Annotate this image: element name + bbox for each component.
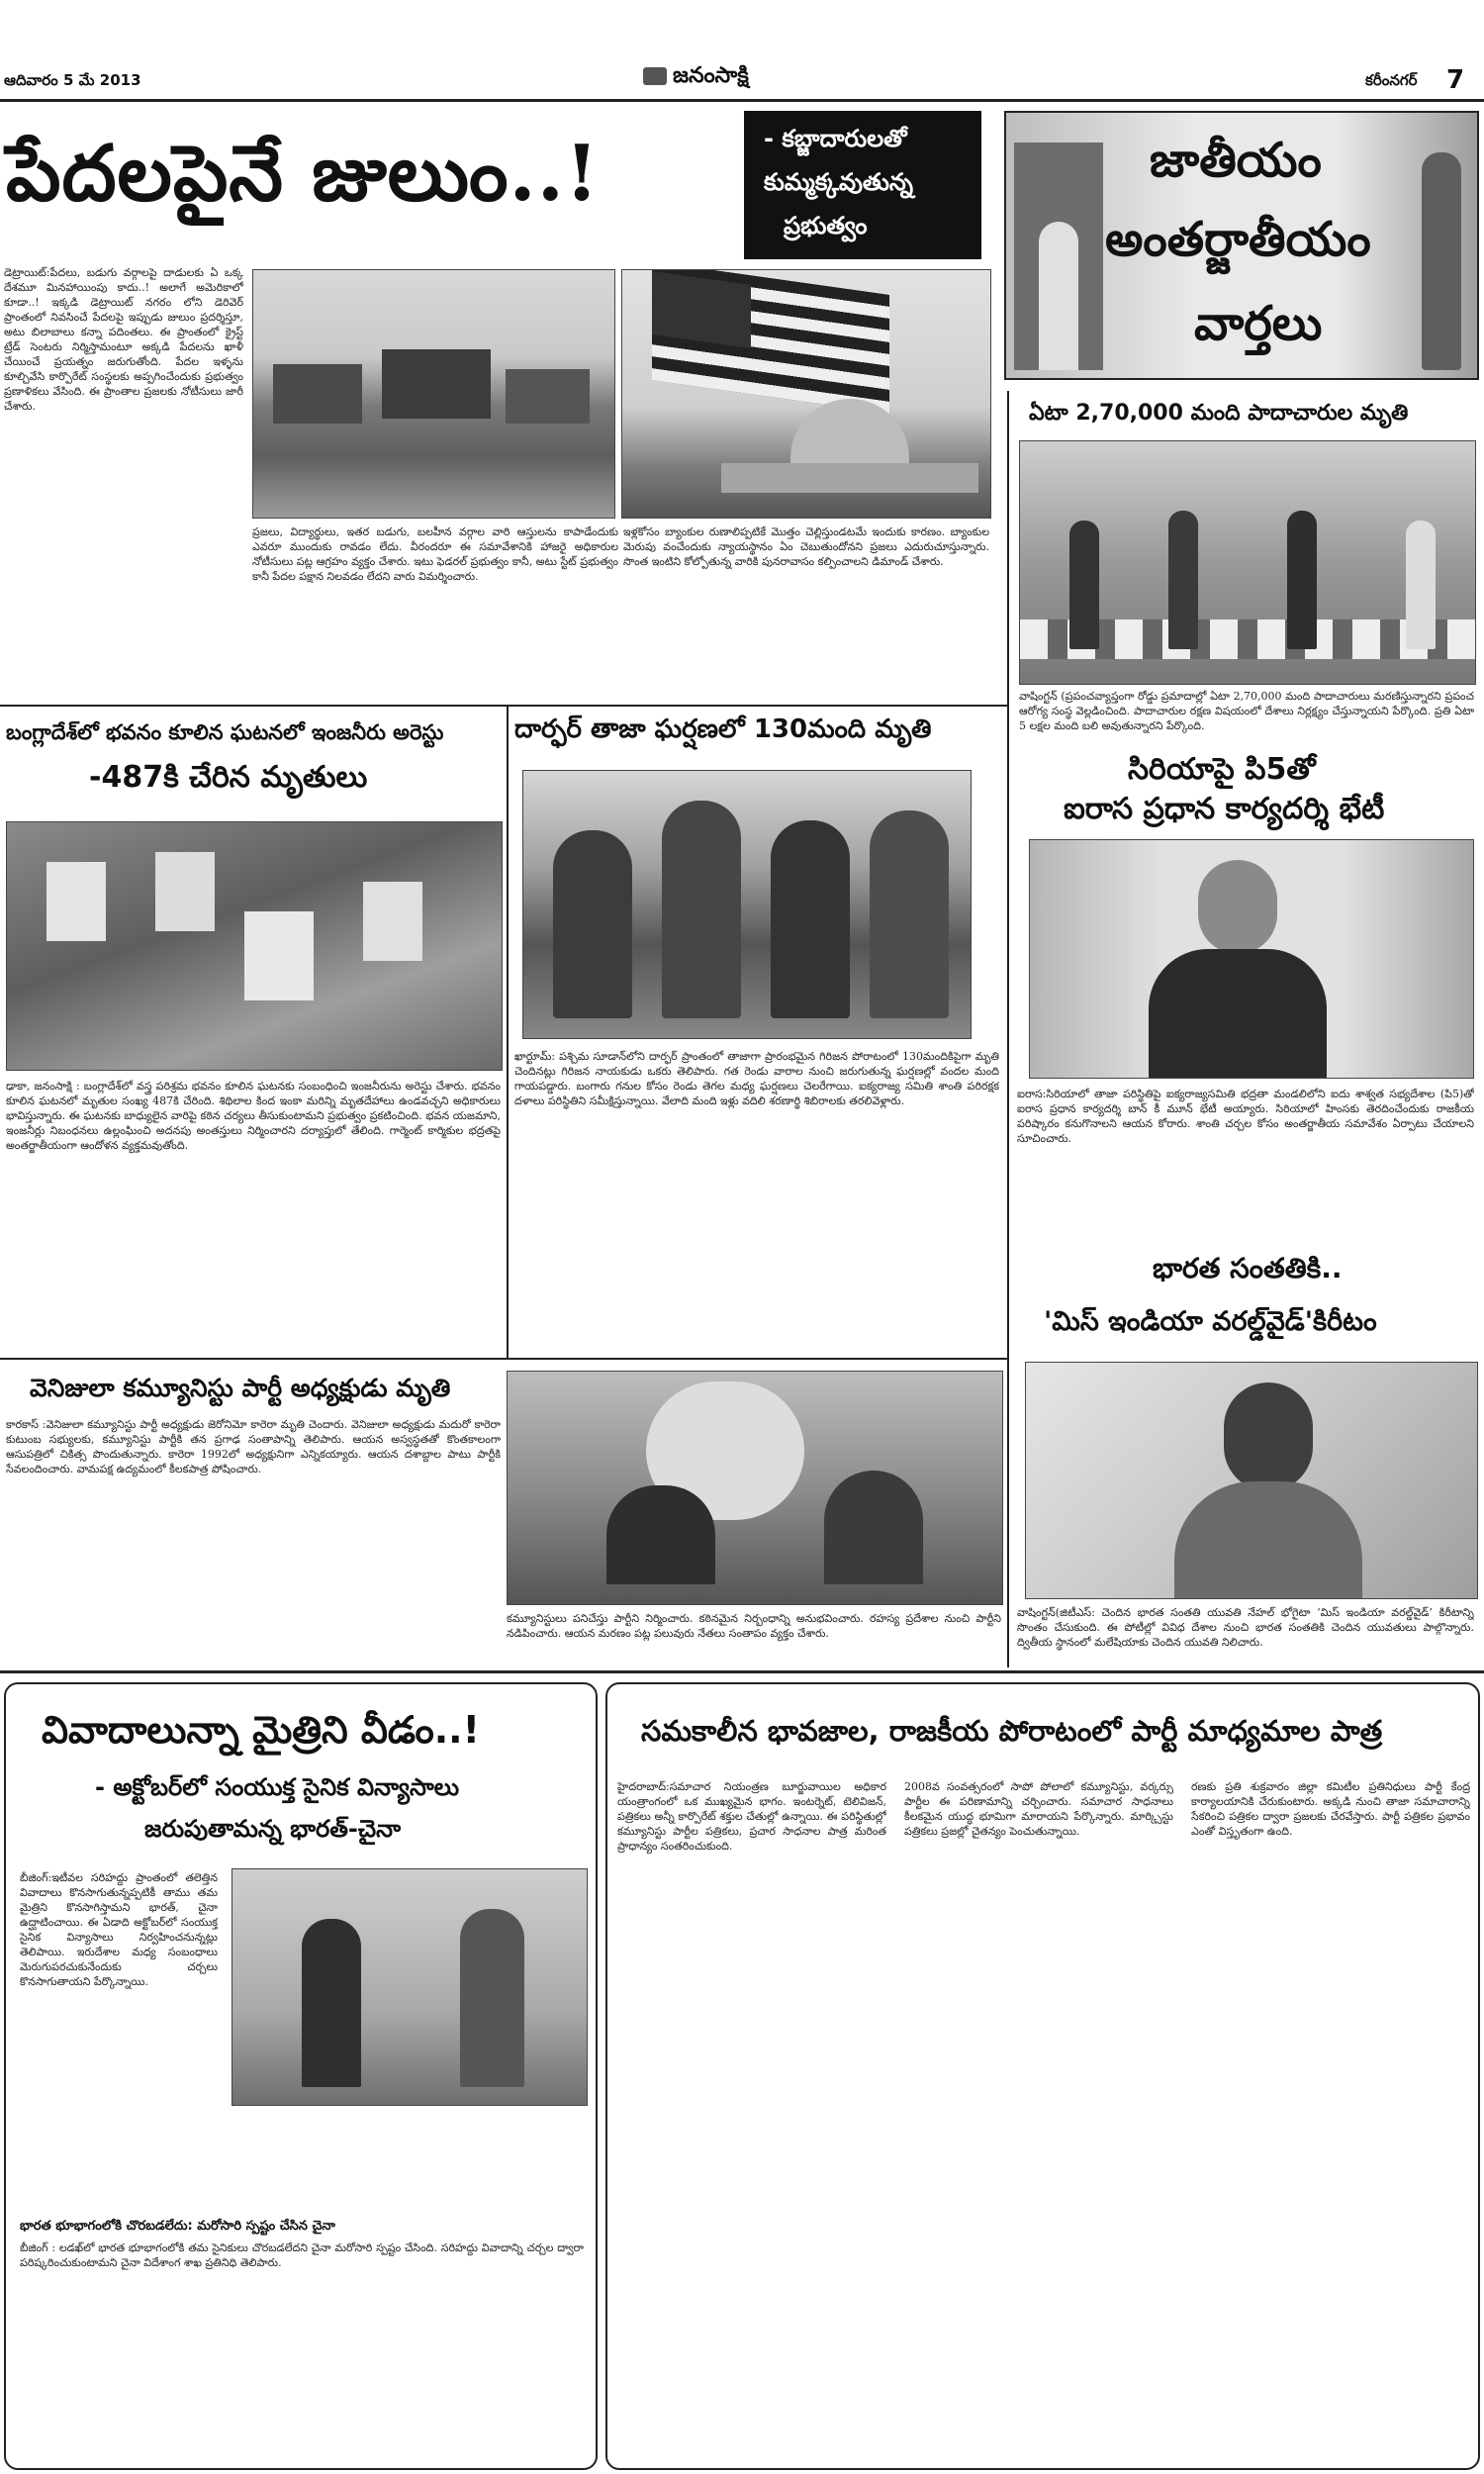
venezuela-body-2: కమ్యూనిస్టులు పనిచేస్తు పార్టీని నిర్మించారు. కఠినమైన నిర్బంధాన్ని అనుభవించారు. రహస్య ప్రదేశాల నుంచి పార్టీని నడిపించారు. ఆయన మరణం పట్ల పలువురు నేతలు సంతాపం వ్యక్తం చేశారు. xyxy=(507,1612,1001,1640)
venezuela-party-photo xyxy=(507,1371,1003,1605)
masthead-rule xyxy=(0,99,1484,102)
masthead-logo xyxy=(643,63,749,93)
banner-line-3: వార్తలు xyxy=(1194,296,1323,351)
india-china-story xyxy=(4,1682,598,2470)
partymedia-body-3: రణకు ప్రతి శుక్రవారం జిల్లా కమిటీల ప్రతినిధులు పార్టీ కేంద్ర కార్యాలయానికి చేరుకుంటారు. అక్కడి నుంచి తాజా సమాచారాన్ని సేకరించి పత్రికల ద్వారా ప్రజలకు చేరవేస్తారు. పార్టీ పత్రికల ప్రభావం ఎంతో విస్తృతంగా ఉంది. xyxy=(1191,1780,1470,1838)
pedestrian-headline: ఏటా 2,70,000 మంది పాదాచారుల మృతి xyxy=(1029,401,1409,426)
missindia-headline-1: భారత సంతతికి.. xyxy=(1153,1252,1343,1285)
indiachina-sub-1: - అక్టోబర్‌లో సంయుక్త సైనిక విన్యాసాలు xyxy=(95,1773,460,1801)
pedestrian-crossing-photo xyxy=(1019,440,1476,685)
capitol-dome xyxy=(790,399,909,468)
india-gate-icon xyxy=(1014,143,1103,370)
indiachina-body: బీజింగ్‌:ఇటీవల సరిహద్దు ప్రాంతంలో తలెత్తిన వివాదాలు కొనసాగుతున్నప్పటికీ తాము తమ మైత్రిని కొనసాగిస్తామని భారత్‌, చైనా ఉద్ఘాటించాయి. ఈ ఏడాది అక్టోబర్‌లో సంయుక్త సైనిక విన్యాసాలు నిర్వహించనున్నట్లు తెలిపాయి. ఇరుదేశాల మధ్య సంబంధాలు మెరుగుపరచుకునేందుకు చర్చలు కొనసాగుతాయని పేర్కొన్నాయి. xyxy=(20,1871,218,1988)
indiachina-sub-2: జరుపుతామన్న భారత్‌-చైనా xyxy=(144,1815,402,1843)
lead-headline: పేదలపైనే జులుం..! xyxy=(6,129,601,219)
china-box-body: బీజింగ్‌ : లడఖ్‌లో భారత భూభాగంలోకి తమ సైనికులు చొరబడలేదని చైనా మరోసారి స్పష్టం చేసింది. సరిహద్దు వివాదాన్ని చర్చల ద్వారా పరిష్కరించుకుంటామని చైనా విదేశాంగ శాఖ ప్రతినిధి తెలిపారు. xyxy=(20,2241,584,2269)
bangladesh-body: ఢాకా, జనంసాక్షి : బంగ్లాదేశ్‌లో వస్త్ర పరిశ్రమ భవనం కూలిన ఘటనకు సంబంధించి ఇంజనీరును అరెస్టు చేశారు. భవనం కూలిన ఘటనలో మృతుల సంఖ్య 487కి చేరింది. శిథిలాల కింద ఇంకా మరిన్ని మృతదేహాలు ఉండవచ్చని అధికారులు భావిస్తున్నారు. ఈ ఘటనకు బాధ్యులైన వారిపై కఠిన చర్యలు తీసుకుంటామని ప్రభుత్వం ప్రకటించింది. భవన యజమాని, ఇంజనీర్లు నిబంధనలు ఉల్లంఘించి అదనపు అంతస్తులు నిర్మించారని దర్యాప్తులో తేలింది. గార్మెంట్‌ కార్మికుల భద్రతపై అంతర్జాతీయంగా ఆందోళన వ్యక్తమవుతోంది. xyxy=(6,1080,501,1152)
lead-sub-1: - కబ్జాదారులతో xyxy=(764,125,907,152)
banner-line-1: జాతీయం xyxy=(1150,133,1322,188)
paper-name: జనంసాక్షి xyxy=(673,63,749,88)
rule-bottom-section xyxy=(0,1670,1484,1673)
bangladesh-protest-photo xyxy=(6,821,503,1071)
syria-headline-1: సిరియాపై పి5తో xyxy=(1128,752,1316,787)
border-soldiers-photo xyxy=(232,1868,588,2106)
partymedia-body-2: 2008వ సంవత్సరంలో సాపో పోలాలో కమ్యూనిస్టు, వర్కర్సు పార్టీల ఈ పరిణామాన్ని చర్చించారు. సమాచార సాధనాలు కీలకమైన యుద్ధ భూమిగా మారాయని పేర్కొన్నారు. మార్క్సిస్టు పత్రికలు ప్రజల్లో చైతన్యం పెంచుతున్నాయి. xyxy=(904,1780,1173,1838)
lead-sub-3: ప్రభుత్వం xyxy=(784,212,868,239)
statue-of-liberty-icon xyxy=(1422,152,1461,370)
partymedia-headline: సమకాలీన భావజాల, రాజకీయ పోరాటంలో పార్టీ మాధ్యమాల పాత్ర xyxy=(641,1714,1383,1748)
masthead xyxy=(0,61,1484,101)
darfur-militia-photo xyxy=(522,770,972,1039)
banner-line-2: అంతర్జాతీయం xyxy=(1105,212,1371,267)
ban-ki-moon-photo xyxy=(1029,839,1474,1079)
darfur-body: ఖార్టూమ్‌: పశ్చిమ సూడాన్‌లోని దార్ఫర్‌ ప్రాంతంలో తాజాగా ప్రారంభమైన గిరిజన పోరాటంలో 130మందికిపైగా మృతి చెందినట్లు గిరిజన నాయకుడు ఒకరు తెలిపారు. గత రెండు వారాల నుంచి జరుగుతున్న ఘర్షణల్లో వందల మంది గాయపడ్డారు. బంగారు గనుల కోసం రెండు తెగల మధ్య ఘర్షణలు చెలరేగాయి. ఐక్యరాజ్య సమితి శాంతి పరిరక్షక దళాలు పరిస్థితిని సమీక్షిస్తున్నాయి. వేలాది మంది ఇళ్లు వదిలి శరణార్థి శిబిరాలకు తరలివెళ్లారు. xyxy=(514,1050,999,1107)
lead-body-col3: ఇళ్లకోసం బ్యాంకుల రుణాలిప్పటికే మొత్తం చెల్లిస్తుండటమే ఇందుకు కారణం. బ్యాంకుల మెరుపు వంచేందుకు న్యాయస్థానం ఏం చెబుతుందోనని ప్రజలు ఎదురుచూస్తున్నారు. సొంత ఇంటిని కోల్పోతున్న వారికి పునరావాసం కల్పించాలని డిమాండ్‌ చేశారు. xyxy=(623,525,989,568)
venezuela-headline: వెనిజులా కమ్యూనిస్టు పార్టీ అధ్యక్షుడు మృతి xyxy=(30,1374,451,1402)
syria-headline-2: ఐరాస ప్రధాన కార్యదర్శి భేటీ xyxy=(1064,792,1385,826)
lead-subhead-box xyxy=(744,111,981,259)
page-number: 7 xyxy=(1446,65,1465,95)
bangladesh-headline-1: బంగ్లాదేశ్‌లో భవనం కూలిన ఘటనలో ఇంజనీరు అరెస్టు xyxy=(6,720,444,744)
lead-body-col2: ప్రజలు, విద్యార్థులు, ఇతర బడుగు, బలహీన వర్గాల వారి ఆస్తులను కాపాడేందుకు ఎవరూ ముందుకు రావడం లేదు. వీరందరూ ఈ సమావేశానికి హాజరై అధికారుల నోటీసులు పట్ల ఆగ్రహం వ్యక్తం చేశారు. ఇటు ఫెడరల్‌ ప్రభుత్వం కానీ, అటు స్టేట్‌ ప్రభుత్వం కానీ పేదల పక్షాన నిలవడం లేదని వారు విమర్శించారు. xyxy=(252,525,618,583)
china-box-title: భారత భూభాగంలోకి చొరబడలేదు: మరోసారి స్పష్టం చేసిన చైనా xyxy=(20,2219,335,2234)
missindia-body: వాషింగ్టన్‌(జిటీఎస్‌: చెందిన భారత సంతతి యువతి నేహల్‌ భోగైటా ‘మిస్‌ ఇండియా వరల్డ్‌వైడ్‌’ కిరీటాన్ని సొంతం చేసుకుంది. ఈ పోటీల్లో వివిధ దేశాల నుంచి భారత సంతతికి చెందిన యువతులు పాల్గొన్నారు. ద్వితీయ స్థానంలో మలేషియాకు చెందిన యువతి నిలిచారు. xyxy=(1017,1606,1474,1649)
masthead-edition: కరీంనగర్ xyxy=(1365,71,1418,89)
logo-mark xyxy=(643,67,667,85)
rule-col-1 xyxy=(507,705,509,1358)
rule-col-right xyxy=(1007,391,1009,1667)
rule-mid-top xyxy=(0,705,1007,707)
darfur-headline: దార్ఫర్‌ తాజా ఘర్షణలో 130మంది మృతి xyxy=(514,714,932,744)
rule-venezuela-top xyxy=(0,1358,1007,1360)
partymedia-body-1: హైదరాబాద్‌:సమాచార నియంత్రణ బూర్జువాయిల అధికార యంత్రాంగంలో ఒక ముఖ్యమైన భాగం. ఇంటర్నెట్‌, టెలివిజన్‌, పత్రికలు అన్నీ కార్పొరేట్‌ శక్తుల చేతుల్లో ఉన్నాయి. ఈ పరిస్థితుల్లో కమ్యూనిస్టు పార్టీల పత్రికలు, ప్రచార సాధనాల పాత్ర మరింత ప్రాధాన్యం సంతరించుకుంది. xyxy=(617,1780,886,1853)
national-international-banner xyxy=(1004,111,1479,380)
miss-india-photo xyxy=(1025,1362,1478,1599)
bangladesh-headline-2: -487కి చేరిన మృతులు xyxy=(89,760,368,795)
lead-body-col1: డెట్రాయిట్‌:పేదలు, బడుగు వర్గాలపై దాడులకు ఏ ఒక్క దేశమూ మినహాయింపు కాదు..! అలాగే అమెరికాలో కూడా..! ఇక్కడి డెట్రాయిట్‌ నగరం లోని డెరివెర్‌ ప్రాంతంలో నివసించే పేదలపై ఇప్పుడు జులుం ప్రదర్శిస్తూ, అటు బిలాబాలు కన్నా పదింతలు. ఈ ప్రాంతంలో క్రైస్ట్‌ ట్రేడ్‌ సెంటరు నిర్మిస్తామంటూ అక్కడి పేదలను ఖాళీ చేయించే ప్రయత్నం జరుగుతోంది. పేదల ఇళ్ళను కూల్చివేసి కార్పొరేట్‌ సంస్థలకు అప్పగించేందుకు ప్రభుత్వం ప్రణాళికలు వేసింది. ఈ ప్రాంతాల ప్రజలకు నోటీసులు జారీ చేశారు. xyxy=(4,266,243,413)
party-media-story xyxy=(605,1682,1480,2470)
masthead-date: ఆదివారం 5 మే 2013 xyxy=(4,71,141,89)
pedestrian-body: వాషింగ్టన్‌ (ప్రపంచవ్యాప్తంగా రోడ్డు ప్రమాదాల్లో ఏటా 2,70,000 మంది పాదాచారులు మరణిస్తున్నారని ప్రపంచ ఆరోగ్య సంస్థ వెల్లడించింది. పాదాచారుల రక్షణ విషయంలో దేశాలు నిర్లక్ష్యం చేస్తున్నాయని పేర్కొంది. ప్రతి ఏటా 5 లక్షల మంది బలి అవుతున్నారని పేర్కొంది. xyxy=(1019,690,1474,732)
missindia-headline-2: 'మిస్‌ ఇండియా వరల్డ్‌వైడ్‌'కిరీటం xyxy=(1044,1306,1377,1337)
us-capitol-photo xyxy=(621,269,991,519)
slum-photo xyxy=(252,269,615,519)
syria-body: ఐరాస:సిరియాలో తాజా పరిస్థితిపై ఐక్యరాజ్యసమితి భద్రతా మండలిలోని ఐదు శాశ్వత సభ్యదేశాల (పి5)తో ఐరాస ప్రధాన కార్యదర్శి బాన్‌ కీ మూన్‌ భేటీ అయ్యారు. సిరియాలో హింసకు తెరదించేందుకు రాజకీయ పరిష్కారం కనుగొనాలని ఆయన కోరారు. శాంతి చర్చల కోసం అంతర్జాతీయ సమావేశం ఏర్పాటు చేయాలని సూచించారు. xyxy=(1017,1088,1474,1145)
venezuela-body-1: కారకాస్‌ :వెనిజులా కమ్యూనిస్టు పార్టీ అధ్యక్షుడు జెరోనిమో కారెరా మృతి చెందారు. వెనిజులా అధ్యక్షుడు మదురో కారెరా కుటుంబ సభ్యులకు, కమ్యూనిస్టు పార్టీకి తన ప్రగాఢ సంతాపాన్ని తెలిపారు. ఆయన అస్వస్థతతో కొంతకాలంగా ఆసుపత్రిలో చికిత్స పొందుతున్నారు. కారెరా 1992లో అధ్యక్షునిగా ఎన్నికయ్యారు. ఆయన దశాబ్దాల పాటు పార్టీకి సేవలందించారు. వామపక్ష ఉద్యమంలో కీలకపాత్ర పోషించారు. xyxy=(6,1418,501,1475)
lead-sub-2: కుమ్మక్కవుతున్న xyxy=(764,168,913,196)
indiachina-headline: వివాదాలున్నా మైత్రిని వీడం..! xyxy=(42,1708,480,1752)
